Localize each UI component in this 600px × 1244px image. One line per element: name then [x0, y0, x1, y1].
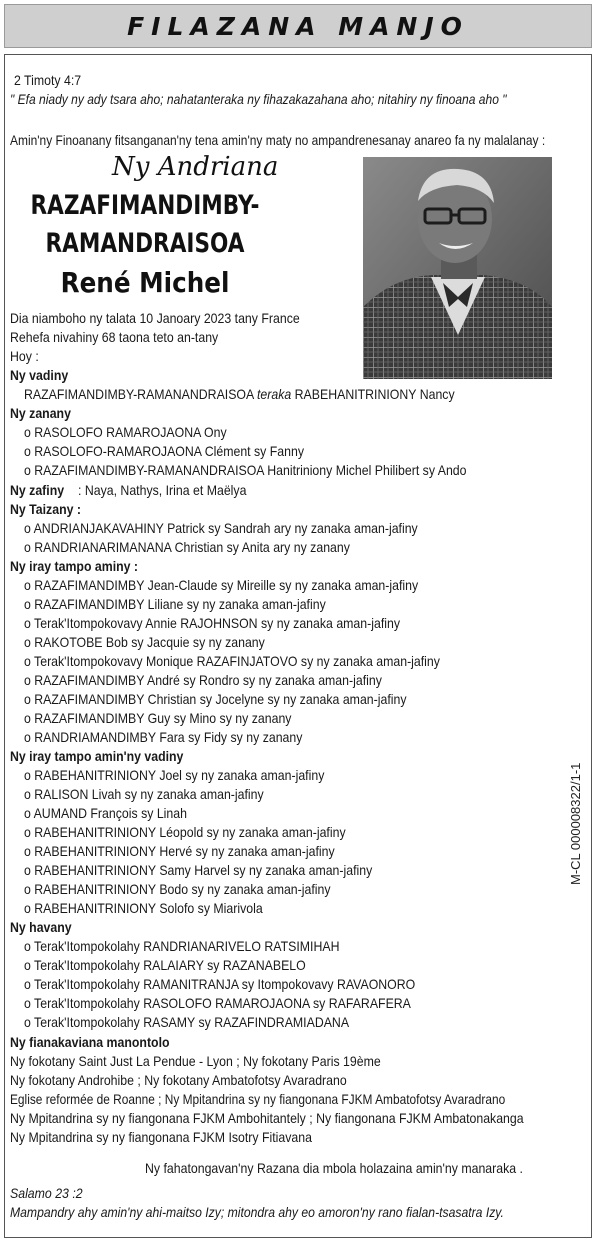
list-item: o RABEHANITRINIONY Samy Harvel sy ny zanaka aman-jafiny [24, 862, 373, 878]
list-item: o RAKOTOBE Bob sy Jacquie sy ny zanany [24, 634, 265, 650]
list-item: o Terak'Itompokolahy RASOLOFO RAMAROJAONA sy RAFARAFERA [24, 995, 411, 1011]
list-item: o AUMAND François sy Linah [24, 805, 187, 821]
list-item: o RAZAFIMANDIMBY André sy Rondro sy ny zanaka aman-jafiny [24, 672, 382, 688]
portrait-photo [363, 157, 552, 379]
list-item: o Terak'Itompokovavy Annie RAJOHNSON sy ny zanaka aman-jafiny [24, 615, 401, 631]
portrait-illustration [363, 157, 552, 379]
vady-name: RAZAFIMANDIMBY-RAMANANDRAISOA [24, 386, 254, 402]
reference-code-box [568, 745, 588, 885]
announcement-text: Ny fahatongavan'ny Razana dia mbola holazaina amin'ny manaraka . [145, 1160, 523, 1176]
list-item: o RABEHANITRINIONY Bodo sy ny zanaka aman-jafiny [24, 881, 331, 897]
surname-line1: RAZAFIMANDIMBY- [30, 190, 260, 221]
age-line: Rehefa nivahiny 68 taona teto an-tany [10, 329, 219, 345]
section-title-iray-vady: Ny iray tampo amin'ny vadiny [10, 748, 184, 764]
vady-born-label: teraka [256, 386, 292, 402]
list-item: o Terak'Itompokovavy Monique RAZAFINJATOVO sy ny zanaka aman-jafiny [24, 653, 440, 669]
list-item: Eglise reformée de Roanne ; Ny Mpitandrina sy ny fiangonana FJKM Ambatofotsy Avaradrano [10, 1091, 506, 1107]
list-item: o RASOLOFO-RAMAROJAONA Clément sy Fanny [24, 443, 305, 459]
section-title-zanany: Ny zanany [10, 405, 71, 421]
vady-entry [24, 386, 455, 403]
list-item: o RASOLOFO RAMAROJAONA Ony [24, 424, 227, 440]
list-item: o Terak'Itompokolahy RAMANITRANJA sy Itompokovavy RAVAONORO [24, 976, 416, 992]
section-title-taizany: Ny Taizany : [10, 501, 81, 517]
surname-line2: RAMANDRAISOA [45, 228, 245, 259]
list-item: o RAZAFIMANDIMBY Jean-Claude sy Mireille sy ny zanaka aman-jafiny [24, 577, 419, 593]
list-item: o Terak'Itompokolahy RANDRIANARIVELO RATSIMIHAH [24, 938, 340, 954]
vady-maiden-name: RABEHANITRINIONY Nancy [294, 386, 455, 402]
verse-ref: 2 Timoty 4:7 [14, 72, 82, 88]
section-title-iray: Ny iray tampo aminy : [10, 558, 139, 574]
list-item: o RABEHANITRINIONY Joel sy ny zanaka aman-jafiny [24, 767, 325, 783]
now-label: Hoy : [10, 348, 39, 364]
psalm-ref: Salamo 23 :2 [10, 1185, 83, 1201]
header-title: FILAZANA MANJO [127, 11, 469, 41]
psalm-text: Mampandry ahy amin'ny ahi-maitso Izy; mitondra ahy eo amoron'ny rano fialan-tsasatra Izy. [10, 1204, 504, 1220]
section-title-fianakaviana: Ny fianakaviana manontolo [10, 1034, 170, 1050]
section-title-zafiny: Ny zafiny [10, 482, 65, 498]
list-item: o RABEHANITRINIONY Hervé sy ny zanaka aman-jafiny [24, 843, 335, 859]
list-item: o Terak'Itompokolahy RASAMY sy RAZAFINDRAMIADANA [24, 1014, 350, 1030]
zafiny-names: : Naya, Nathys, Irina et Maëlya [77, 482, 247, 498]
list-item: o RANDRIAMANDIMBY Fara sy Fidy sy ny zanany [24, 729, 303, 745]
death-line: Dia niamboho ny talata 10 Janoary 2023 tany France [10, 310, 300, 326]
section-title-vady: Ny vadiny [10, 367, 69, 383]
list-item: o RANDRIANARIMANANA Christian sy Anita ary ny zanany [24, 539, 350, 555]
zafiny-row [10, 482, 246, 499]
list-item: o RALISON Livah sy ny zanaka aman-jafiny [24, 786, 264, 802]
section-title-havany: Ny havany [10, 919, 72, 935]
list-item: o RAZAFIMANDIMBY Liliane sy ny zanaka aman-jafiny [24, 596, 326, 612]
list-item: o RAZAFIMANDIMBY-RAMANANDRAISOA Hanitriniony Michel Philibert sy Ando [24, 462, 467, 478]
list-item: o RABEHANITRINIONY Solofo sy Miarivola [24, 900, 263, 916]
verse-text: " Efa niady ny ady tsara aho; nahatanteraka ny fihazakazahana aho; nitahiry ny finoana aho " [10, 91, 507, 107]
header-banner [4, 4, 592, 48]
list-item: Ny Mpitandrina sy ny fiangonana FJKM Ambohitantely ; Ny fiangonana FJKM Ambatonakanga [10, 1110, 524, 1126]
given-names: René Michel [60, 266, 230, 299]
list-item: Ny fokotany Saint Just La Pendue - Lyon ; Ny fokotany Paris 19ème [10, 1053, 381, 1069]
list-item: o Terak'Itompokolahy RALAIARY sy RAZANABELO [24, 957, 306, 973]
honorific: Ny Andriana [112, 152, 279, 182]
list-item: Ny fokotany Androhibe ; Ny fokotany Ambatofotsy Avaradrano [10, 1072, 347, 1088]
list-item: o RAZAFIMANDIMBY Christian sy Jocelyne sy ny zanaka aman-jafiny [24, 691, 407, 707]
reference-code: M-CL 000008322/1-1 [568, 762, 583, 885]
list-item: Ny Mpitandrina sy ny fiangonana FJKM Isotry Fitiavana [10, 1129, 312, 1145]
list-item: o ANDRIANJAKAVAHINY Patrick sy Sandrah ary ny zanaka aman-jafiny [24, 520, 418, 536]
list-item: o RABEHANITRINIONY Léopold sy ny zanaka aman-jafiny [24, 824, 346, 840]
intro-text: Amin'ny Finoanany fitsanganan'ny tena amin'ny maty no ampandrenesanay anareo fa ny malalanay : [10, 132, 546, 148]
list-item: o RAZAFIMANDIMBY Guy sy Mino sy ny zanany [24, 710, 292, 726]
